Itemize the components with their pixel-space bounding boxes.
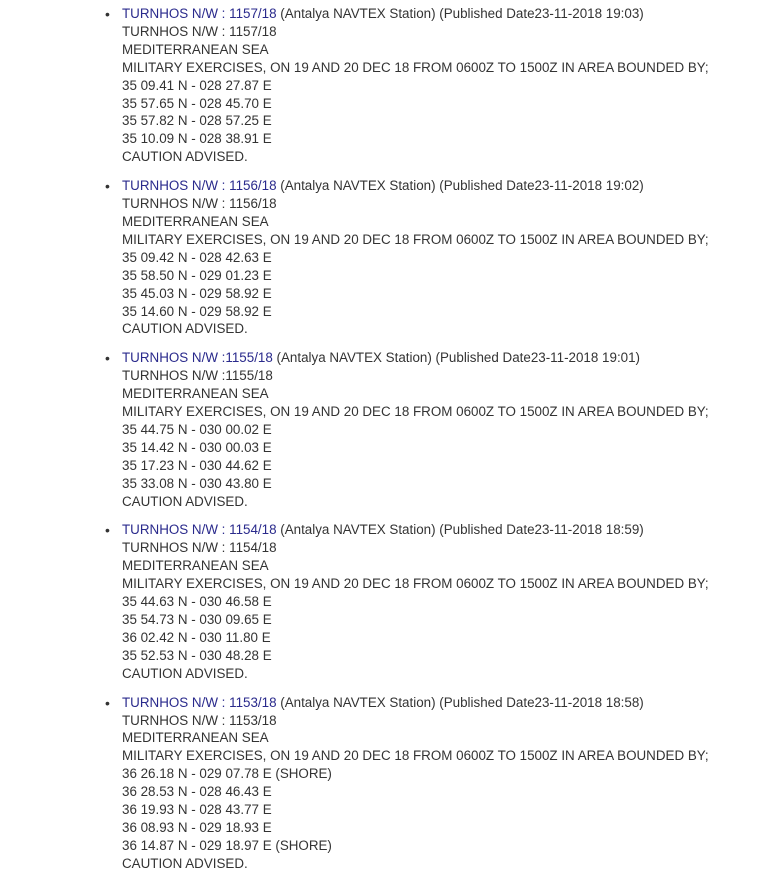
notice-description: MILITARY EXERCISES, ON 19 AND 20 DEC 18 FROM 0600Z TO 1500Z IN AREA BOUNDED BY; — [122, 748, 709, 764]
notice-reference: TURNHOS N/W : 1153/18 — [122, 712, 277, 728]
notice-header — [122, 177, 770, 195]
notice-link[interactable]: TURNHOS N/W : 1153/18 — [122, 694, 277, 710]
notice-link[interactable]: TURNHOS N/W : 1156/18 — [122, 178, 277, 194]
navtex-notice-list — [0, 5, 770, 884]
notice-header — [122, 5, 770, 23]
notice-coordinate: 35 09.42 N - 028 42.63 E — [122, 249, 272, 265]
notice-caution: CAUTION ADVISED. — [122, 493, 248, 509]
notice-area: MEDITERRANEAN SEA — [122, 730, 269, 746]
bullet-icon: • — [105, 350, 110, 367]
notice-coordinate: 36 28.53 N - 028 46.43 E — [122, 784, 272, 800]
navtex-notice — [0, 521, 770, 682]
bullet-icon: • — [105, 522, 110, 539]
notice-coordinate: 35 33.08 N - 030 43.80 E — [122, 475, 272, 491]
notice-description: MILITARY EXERCISES, ON 19 AND 20 DEC 18 FROM 0600Z TO 1500Z IN AREA BOUNDED BY; — [122, 59, 709, 75]
notice-coordinate: 35 17.23 N - 030 44.62 E — [122, 457, 272, 473]
notice-link[interactable]: TURNHOS N/W : 1157/18 — [122, 6, 277, 21]
bullet-icon: • — [105, 694, 110, 711]
notice-area: MEDITERRANEAN SEA — [122, 386, 269, 402]
notice-header-meta: (Antalya NAVTEX Station) (Published Date23-11-2018 19:01) — [272, 350, 641, 366]
notice-header — [122, 694, 770, 712]
notice-area: MEDITERRANEAN SEA — [122, 558, 269, 574]
notice-caution: CAUTION ADVISED. — [122, 149, 248, 165]
notice-description: MILITARY EXERCISES, ON 19 AND 20 DEC 18 FROM 0600Z TO 1500Z IN AREA BOUNDED BY; — [122, 576, 709, 592]
notice-caution: CAUTION ADVISED. — [122, 855, 248, 871]
notice-caution: CAUTION ADVISED. — [122, 321, 248, 337]
notice-coordinate: 35 45.03 N - 029 58.92 E — [122, 285, 272, 301]
notice-coordinate: 35 52.53 N - 030 48.28 E — [122, 647, 272, 663]
notice-header-meta: (Antalya NAVTEX Station) (Published Date23-11-2018 19:02) — [276, 178, 644, 194]
notice-coordinate: 35 09.41 N - 028 27.87 E — [122, 77, 272, 93]
notice-coordinate: 36 26.18 N - 029 07.78 E (SHORE) — [122, 766, 332, 782]
notice-coordinate: 36 08.93 N - 029 18.93 E — [122, 819, 272, 835]
notice-link[interactable]: TURNHOS N/W :1155/18 — [122, 350, 273, 366]
notice-coordinate: 35 14.60 N - 029 58.92 E — [122, 303, 272, 319]
notice-coordinate: 35 44.63 N - 030 46.58 E — [122, 594, 272, 610]
notice-header — [122, 349, 770, 367]
notice-description: MILITARY EXERCISES, ON 19 AND 20 DEC 18 FROM 0600Z TO 1500Z IN AREA BOUNDED BY; — [122, 404, 709, 420]
notice-area: MEDITERRANEAN SEA — [122, 41, 269, 57]
notice-coordinate: 35 54.73 N - 030 09.65 E — [122, 612, 272, 627]
navtex-notice — [0, 694, 770, 873]
notice-coordinate: 36 19.93 N - 028 43.77 E — [122, 802, 272, 818]
notice-header-meta: (Antalya NAVTEX Station) (Published Date23-11-2018 18:58) — [276, 694, 644, 710]
notice-coordinate: 35 58.50 N - 029 01.23 E — [122, 267, 272, 283]
navtex-notice — [0, 5, 770, 166]
navtex-notice — [0, 177, 770, 338]
notice-coordinate: 35 10.09 N - 028 38.91 E — [122, 131, 272, 147]
notice-area: MEDITERRANEAN SEA — [122, 213, 269, 229]
notice-coordinate: 35 57.65 N - 028 45.70 E — [122, 95, 272, 111]
notice-reference: TURNHOS N/W : 1157/18 — [122, 23, 277, 39]
notice-header-meta: (Antalya NAVTEX Station) (Published Date23-11-2018 19:03) — [276, 6, 644, 21]
notice-reference: TURNHOS N/W : 1154/18 — [122, 540, 277, 556]
bullet-icon: • — [105, 6, 110, 22]
notice-coordinate: 35 57.82 N - 028 57.25 E — [122, 113, 272, 129]
notice-coordinate: 36 02.42 N - 030 11.80 E — [122, 629, 271, 645]
notice-description: MILITARY EXERCISES, ON 19 AND 20 DEC 18 FROM 0600Z TO 1500Z IN AREA BOUNDED BY; — [122, 231, 709, 247]
navtex-notice — [0, 349, 770, 510]
bullet-icon: • — [105, 178, 110, 195]
notice-coordinate: 35 14.42 N - 030 00.03 E — [122, 439, 272, 455]
notice-link[interactable]: TURNHOS N/W : 1154/18 — [122, 522, 277, 538]
notice-coordinate: 36 14.87 N - 029 18.97 E (SHORE) — [122, 837, 332, 853]
notice-reference: TURNHOS N/W :1155/18 — [122, 368, 273, 384]
notice-header — [122, 521, 770, 539]
notice-coordinate: 35 44.75 N - 030 00.02 E — [122, 421, 272, 437]
notice-reference: TURNHOS N/W : 1156/18 — [122, 196, 277, 212]
notice-caution: CAUTION ADVISED. — [122, 665, 248, 681]
notice-header-meta: (Antalya NAVTEX Station) (Published Date23-11-2018 18:59) — [276, 522, 644, 538]
